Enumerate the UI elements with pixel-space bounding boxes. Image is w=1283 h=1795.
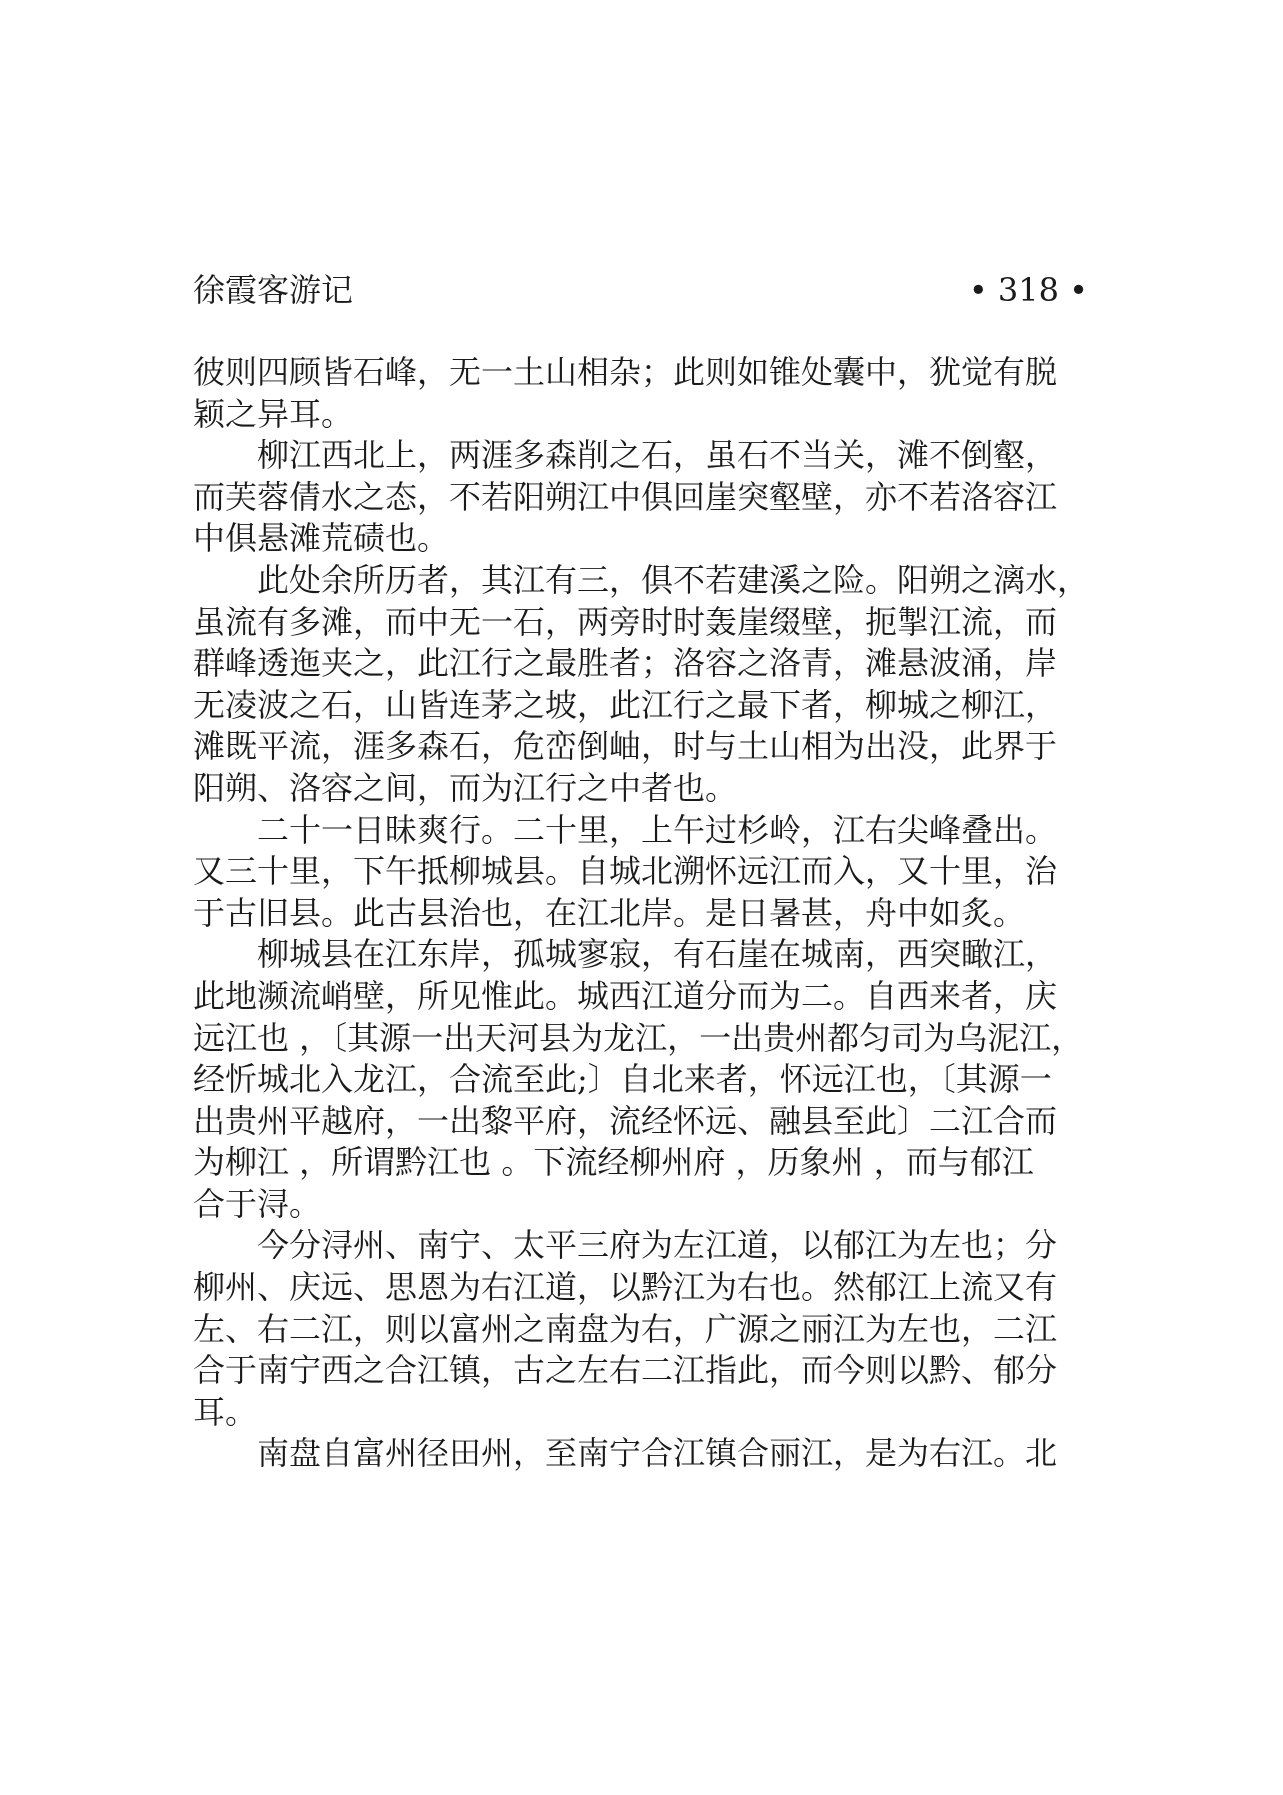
text-line: 今分浔州、南宁、太平三府为左江道，以郁江为左也；分: [257, 1226, 1058, 1265]
body-text: [193, 352, 1088, 1475]
text-line: 阳朔、洛容之间，而为江行之中者也。: [193, 768, 738, 807]
paragraph-7: [193, 1433, 1088, 1475]
text-line: 虽流有多滩，而中无一石，两旁时时轰崖缀壁，扼掣江流，而: [193, 602, 1058, 641]
text-line: 经忻城北入龙江，合流至此;〕自北来者，怀远江也，〔其源一: [193, 1060, 1052, 1099]
text-line: 左、右二江，则以富州之南盘为右，广源之丽江为左也，二江: [193, 1309, 1058, 1348]
text-line: 出贵州平越府，一出黎平府，流经怀远、融县至此〕二江合而: [193, 1101, 1058, 1140]
text-line: 二十一日昧爽行。二十里，上午过杉岭，江右尖峰叠出。: [257, 810, 1058, 849]
text-line: 颖之异耳。: [193, 394, 354, 433]
text-line: 柳江西北上，两涯多森削之石，虽石不当关，滩不倒壑，: [257, 436, 1058, 475]
paragraph-2: [193, 435, 1088, 560]
text-line: 又三十里，下午抵柳城县。自城北溯怀远江而入，又十里，治: [193, 852, 1058, 891]
text-line: 合于浔。: [193, 1184, 322, 1223]
paragraph-4: [193, 810, 1088, 935]
paragraph-6: [193, 1225, 1088, 1433]
text-line: 此地濒流峭壁，所见惟此。城西江道分而为二。自西来者，庆: [193, 976, 1058, 1015]
text-line: 柳州、庆远、思恩为右江道，以黔江为右也。然郁江上流又有: [193, 1268, 1058, 1307]
text-line: 无凌波之石，山皆连茅之坡，此江行之最下者，柳城之柳江，: [193, 685, 1058, 724]
text-line: 而芙蓉倩水之态，不若阳朔江中俱回崖突壑壁，亦不若洛容江: [193, 477, 1058, 516]
page-header: [193, 268, 1088, 312]
text-line: 为柳江 ，所谓黔江也 。下流经柳州府 ，历象州 ，而与郁江: [193, 1143, 1034, 1182]
book-title: 徐霞客游记: [193, 271, 354, 309]
text-line: 耳。: [193, 1392, 258, 1431]
text-line: 合于南宁西之合江镇，古之左右二江指此，而今则以黔、郁分: [193, 1351, 1058, 1390]
text-line: 滩既平流，涯多森石，危峦倒岫，时与土山相为出没，此界于: [193, 727, 1058, 766]
text-line: 中俱悬滩荒碛也。: [193, 519, 450, 558]
text-line: 此处余所历者，其江有三，俱不若建溪之险。阳朔之漓水，: [257, 560, 1090, 599]
text-line: 远江也 ，〔其源一出天河县为龙江，一出贵州都匀司为乌泥江，: [193, 1018, 1084, 1057]
paragraph-3: [193, 560, 1088, 810]
text-line: 柳城县在江东岸，孤城寥寂，有石崖在城南，西突瞰江，: [257, 935, 1058, 974]
paragraph-1: [193, 352, 1088, 435]
page-number: • 318 •: [968, 271, 1088, 309]
paragraph-5: [193, 934, 1088, 1225]
text-line: 彼则四顾皆石峰，无一土山相杂；此则如锥处囊中，犹觉有脱: [193, 353, 1058, 391]
text-line: 群峰透迤夹之，此江行之最胜者；洛容之洛青，滩悬波涌，岸: [193, 644, 1058, 683]
text-line: 南盘自富州径田州，至南宁合江镇合丽江，是为右江。北: [257, 1434, 1058, 1473]
text-line: 于古旧县。此古县治也，在江北岸。是日暑甚，舟中如炙。: [193, 893, 1026, 932]
